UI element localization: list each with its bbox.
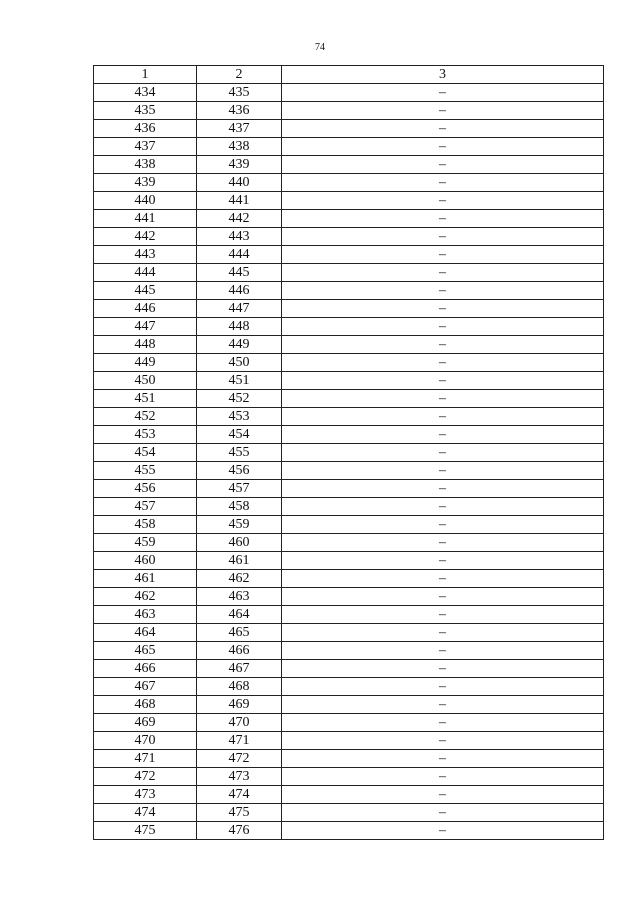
table-row xyxy=(94,606,604,624)
table-row xyxy=(94,696,604,714)
table-cell-col-3: – xyxy=(282,462,604,480)
table-cell-col-2: 460 xyxy=(197,534,282,552)
table-row xyxy=(94,246,604,264)
table-cell-col-1: 456 xyxy=(94,480,197,498)
table-cell-col-1: 458 xyxy=(94,516,197,534)
table-row xyxy=(94,156,604,174)
table-cell-col-1: 465 xyxy=(94,642,197,660)
table-cell-col-3: – xyxy=(282,318,604,336)
table-cell-col-3: – xyxy=(282,444,604,462)
table-cell-col-1: 450 xyxy=(94,372,197,390)
table-row xyxy=(94,120,604,138)
table-cell-col-2: 467 xyxy=(197,660,282,678)
table-cell-col-2: 458 xyxy=(197,498,282,516)
table-row xyxy=(94,570,604,588)
table-cell-col-1: 453 xyxy=(94,426,197,444)
table-cell-col-3: – xyxy=(282,300,604,318)
table-cell-col-2: 451 xyxy=(197,372,282,390)
table-cell-col-2: 466 xyxy=(197,642,282,660)
table-cell-col-1: 440 xyxy=(94,192,197,210)
table-cell-col-2: 476 xyxy=(197,822,282,840)
table-cell-col-3: – xyxy=(282,804,604,822)
table-cell-col-1: 461 xyxy=(94,570,197,588)
table-cell-col-1: 446 xyxy=(94,300,197,318)
table-cell-col-1: 443 xyxy=(94,246,197,264)
table-cell-col-3: – xyxy=(282,714,604,732)
table-cell-col-2: 474 xyxy=(197,786,282,804)
table-header-row xyxy=(94,66,604,84)
table-cell-col-3: – xyxy=(282,192,604,210)
table-cell-col-3: – xyxy=(282,372,604,390)
table-cell-col-1: 463 xyxy=(94,606,197,624)
table-row xyxy=(94,678,604,696)
table-cell-col-1: 438 xyxy=(94,156,197,174)
table-cell-col-2: 450 xyxy=(197,354,282,372)
table-row xyxy=(94,192,604,210)
table-cell-col-2: 445 xyxy=(197,264,282,282)
table-cell-col-1: 455 xyxy=(94,462,197,480)
table-cell-col-2: 454 xyxy=(197,426,282,444)
table-row xyxy=(94,516,604,534)
table-cell-col-1: 460 xyxy=(94,552,197,570)
page-number: 74 xyxy=(315,42,325,53)
table-cell-col-1: 468 xyxy=(94,696,197,714)
table-cell-col-1: 449 xyxy=(94,354,197,372)
table-cell-col-2: 469 xyxy=(197,696,282,714)
table-cell-col-1: 472 xyxy=(94,768,197,786)
table-cell-col-3: – xyxy=(282,660,604,678)
table-cell-col-3: – xyxy=(282,408,604,426)
table-cell-col-2: 436 xyxy=(197,102,282,120)
table-row xyxy=(94,372,604,390)
table-cell-col-3: – xyxy=(282,732,604,750)
table-cell-col-2: 461 xyxy=(197,552,282,570)
table-cell-col-2: 437 xyxy=(197,120,282,138)
table-cell-col-2: 442 xyxy=(197,210,282,228)
table-cell-col-2: 455 xyxy=(197,444,282,462)
table-cell-col-1: 470 xyxy=(94,732,197,750)
table-cell-col-3: – xyxy=(282,552,604,570)
table-row xyxy=(94,264,604,282)
table-cell-col-1: 452 xyxy=(94,408,197,426)
table-row xyxy=(94,624,604,642)
table-row xyxy=(94,804,604,822)
table-cell-col-2: 475 xyxy=(197,804,282,822)
table-cell-col-3: – xyxy=(282,624,604,642)
table-row xyxy=(94,390,604,408)
table-cell-col-1: 459 xyxy=(94,534,197,552)
table-cell-col-1: 473 xyxy=(94,786,197,804)
table-cell-col-2: 462 xyxy=(197,570,282,588)
table-cell-col-1: 445 xyxy=(94,282,197,300)
table-cell-col-3: – xyxy=(282,696,604,714)
table-cell-col-3: – xyxy=(282,498,604,516)
table-cell-col-3: – xyxy=(282,426,604,444)
table-row xyxy=(94,300,604,318)
table-row xyxy=(94,102,604,120)
table-cell-col-3: – xyxy=(282,102,604,120)
table-cell-col-2: 468 xyxy=(197,678,282,696)
table-cell-col-1: 435 xyxy=(94,102,197,120)
table-cell-col-3: – xyxy=(282,228,604,246)
table-body xyxy=(94,84,604,840)
table-cell-col-3: – xyxy=(282,588,604,606)
table-cell-col-1: 464 xyxy=(94,624,197,642)
table-cell-col-3: – xyxy=(282,822,604,840)
table-cell-col-1: 444 xyxy=(94,264,197,282)
table-cell-col-3: – xyxy=(282,84,604,102)
table-cell-col-1: 441 xyxy=(94,210,197,228)
table-cell-col-2: 453 xyxy=(197,408,282,426)
table-cell-col-1: 434 xyxy=(94,84,197,102)
table-row xyxy=(94,750,604,768)
table-row xyxy=(94,426,604,444)
table-row xyxy=(94,498,604,516)
table-cell-col-2: 456 xyxy=(197,462,282,480)
table-cell-col-2: 447 xyxy=(197,300,282,318)
table-cell-col-3: – xyxy=(282,246,604,264)
table-cell-col-2: 471 xyxy=(197,732,282,750)
table-cell-col-3: – xyxy=(282,606,604,624)
table-cell-col-3: – xyxy=(282,174,604,192)
table-cell-col-2: 457 xyxy=(197,480,282,498)
table-row xyxy=(94,138,604,156)
table-cell-col-3: – xyxy=(282,210,604,228)
table-cell-col-2: 448 xyxy=(197,318,282,336)
table-cell-col-3: – xyxy=(282,390,604,408)
table-cell-col-1: 475 xyxy=(94,822,197,840)
table-cell-col-1: 436 xyxy=(94,120,197,138)
table-cell-col-2: 446 xyxy=(197,282,282,300)
table-cell-col-1: 447 xyxy=(94,318,197,336)
table-cell-col-3: – xyxy=(282,264,604,282)
table-cell-col-2: 441 xyxy=(197,192,282,210)
table-row xyxy=(94,354,604,372)
table-row xyxy=(94,210,604,228)
table-row xyxy=(94,786,604,804)
table-cell-col-1: 462 xyxy=(94,588,197,606)
table-cell-col-2: 438 xyxy=(197,138,282,156)
table-cell-col-2: 465 xyxy=(197,624,282,642)
table-row xyxy=(94,174,604,192)
table-row xyxy=(94,588,604,606)
column-header-1: 1 xyxy=(94,66,197,84)
table-cell-col-3: – xyxy=(282,768,604,786)
table-cell-col-1: 442 xyxy=(94,228,197,246)
table-row xyxy=(94,552,604,570)
table-cell-col-3: – xyxy=(282,480,604,498)
table-cell-col-3: – xyxy=(282,282,604,300)
table-cell-col-1: 471 xyxy=(94,750,197,768)
table-cell-col-3: – xyxy=(282,534,604,552)
table-cell-col-2: 443 xyxy=(197,228,282,246)
table-cell-col-2: 472 xyxy=(197,750,282,768)
table-cell-col-2: 473 xyxy=(197,768,282,786)
table-cell-col-2: 444 xyxy=(197,246,282,264)
table-cell-col-3: – xyxy=(282,336,604,354)
table-cell-col-3: – xyxy=(282,786,604,804)
column-header-3: 3 xyxy=(282,66,604,84)
table-cell-col-3: – xyxy=(282,516,604,534)
table-cell-col-1: 451 xyxy=(94,390,197,408)
table-cell-col-3: – xyxy=(282,570,604,588)
table-cell-col-3: – xyxy=(282,120,604,138)
table-row xyxy=(94,642,604,660)
data-table xyxy=(93,65,604,840)
table-cell-col-1: 448 xyxy=(94,336,197,354)
table-cell-col-1: 469 xyxy=(94,714,197,732)
table-cell-col-1: 454 xyxy=(94,444,197,462)
table-cell-col-3: – xyxy=(282,138,604,156)
table-cell-col-1: 457 xyxy=(94,498,197,516)
table-row xyxy=(94,534,604,552)
table-row xyxy=(94,462,604,480)
table-row xyxy=(94,84,604,102)
table-cell-col-2: 435 xyxy=(197,84,282,102)
table-cell-col-2: 463 xyxy=(197,588,282,606)
table-row xyxy=(94,480,604,498)
table-cell-col-2: 440 xyxy=(197,174,282,192)
column-header-2: 2 xyxy=(197,66,282,84)
table-cell-col-3: – xyxy=(282,642,604,660)
table-row xyxy=(94,318,604,336)
table-row xyxy=(94,660,604,678)
table-row xyxy=(94,768,604,786)
table-cell-col-1: 467 xyxy=(94,678,197,696)
table-row xyxy=(94,282,604,300)
table-cell-col-3: – xyxy=(282,750,604,768)
table-row xyxy=(94,732,604,750)
table-row xyxy=(94,336,604,354)
table-row xyxy=(94,228,604,246)
table-cell-col-1: 439 xyxy=(94,174,197,192)
table-cell-col-1: 474 xyxy=(94,804,197,822)
table-cell-col-2: 470 xyxy=(197,714,282,732)
table-cell-col-3: – xyxy=(282,156,604,174)
table-cell-col-2: 449 xyxy=(197,336,282,354)
table-cell-col-1: 466 xyxy=(94,660,197,678)
table-row xyxy=(94,822,604,840)
table-row xyxy=(94,408,604,426)
table-cell-col-3: – xyxy=(282,354,604,372)
table-cell-col-2: 464 xyxy=(197,606,282,624)
table-cell-col-1: 437 xyxy=(94,138,197,156)
table-cell-col-2: 459 xyxy=(197,516,282,534)
table-cell-col-2: 452 xyxy=(197,390,282,408)
table-cell-col-2: 439 xyxy=(197,156,282,174)
table-row xyxy=(94,444,604,462)
table-row xyxy=(94,714,604,732)
table-cell-col-3: – xyxy=(282,678,604,696)
